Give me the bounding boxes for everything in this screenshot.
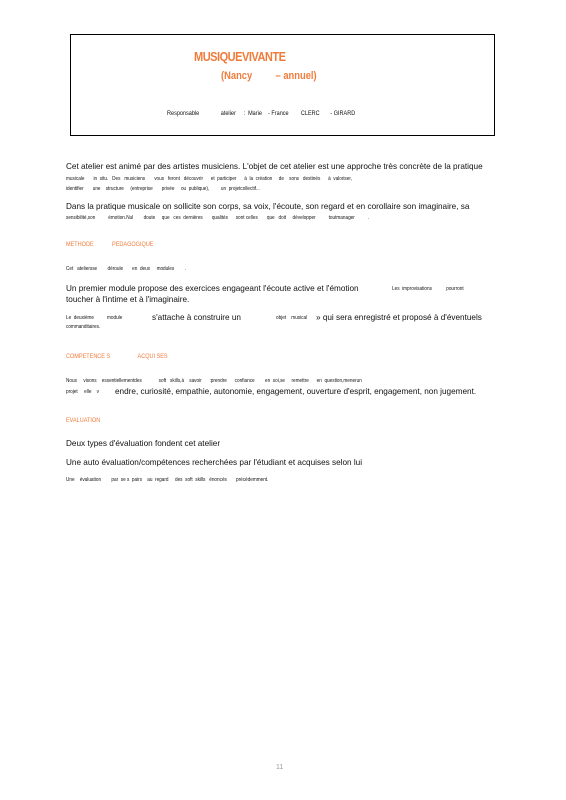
- evaluation-line-1: Deux types d'évaluation fondent cet atelier: [66, 439, 221, 448]
- method-line-1: Cet ateliersse déroule en deux modules .: [66, 266, 186, 272]
- document-title: MUSIQUEVIVANTE: [194, 49, 286, 64]
- method-line-5: commanditaires.: [66, 324, 101, 330]
- header-box: [70, 34, 495, 136]
- document-subtitle: (Nancy – annuel): [221, 70, 317, 82]
- intro-line-2: musicale in situ. Des musiciens vous feront découvrir et participer à la création de sons destinés à valoriser,: [66, 176, 352, 182]
- method-line-4d: » qui sera enregistré et proposé à d'éventuels: [316, 313, 482, 322]
- evaluation-heading: EVALUATION: [66, 417, 101, 424]
- method-line-4b: s'attache à construire un: [152, 313, 241, 322]
- intro-line-3: identifier une structure (entreprise privée ou publique), un projetcollectif...: [66, 186, 260, 192]
- method-line-3: toucher à l'intime et à l'imaginaire.: [66, 295, 190, 304]
- intro-line-1: Cet atelier est animé par des artistes musiciens. L'objet de cet atelier est une approche très concrète de la pratique: [66, 162, 483, 171]
- competences-line-1: Nous visons essentiellementdes soft skills,à savoir :prendre confiance en soi,se remettre en question,menerun: [66, 378, 362, 384]
- intro-line-5: sensibilité,son émotion.Nul doute que ces dernières qualités sont celles que doit développer toutmanager .: [66, 215, 370, 221]
- method-line-2b: Les improvisations pourront: [392, 286, 464, 292]
- method-line-2a: Un premier module propose des exercices engageant l'écoute active et l'émotion: [66, 284, 359, 293]
- intro-line-4: Dans la pratique musicale on sollicite son corps, sa voix, l'écoute, son regard et en corollaire son imaginaire, sa: [66, 202, 470, 211]
- page-number: 11: [276, 764, 284, 771]
- evaluation-line-3: Une évaluation par se s pairs au regard des soft skills énoncés précédemment.: [66, 477, 269, 483]
- method-heading: METHODE PEDAGOGIQUE: [66, 241, 154, 248]
- responsible-line: Responsable atelier : Marie - France CLERC - GIRARD: [167, 110, 356, 117]
- competences-line-2a: projet elle v: [66, 389, 99, 395]
- competences-line-2b: endre, curiosité, empathie, autonomie, engagement, ouverture d'esprit, engagement, non jugement.: [115, 387, 477, 396]
- competences-heading: COMPETENCE S ACQUI SES: [66, 353, 168, 360]
- evaluation-line-2: Une auto évaluation/compétences recherchées par l'étudiant et acquises selon lui: [66, 458, 363, 467]
- method-line-4a: Le deuxième module: [66, 315, 123, 321]
- method-line-4c: objet musical: [276, 315, 308, 321]
